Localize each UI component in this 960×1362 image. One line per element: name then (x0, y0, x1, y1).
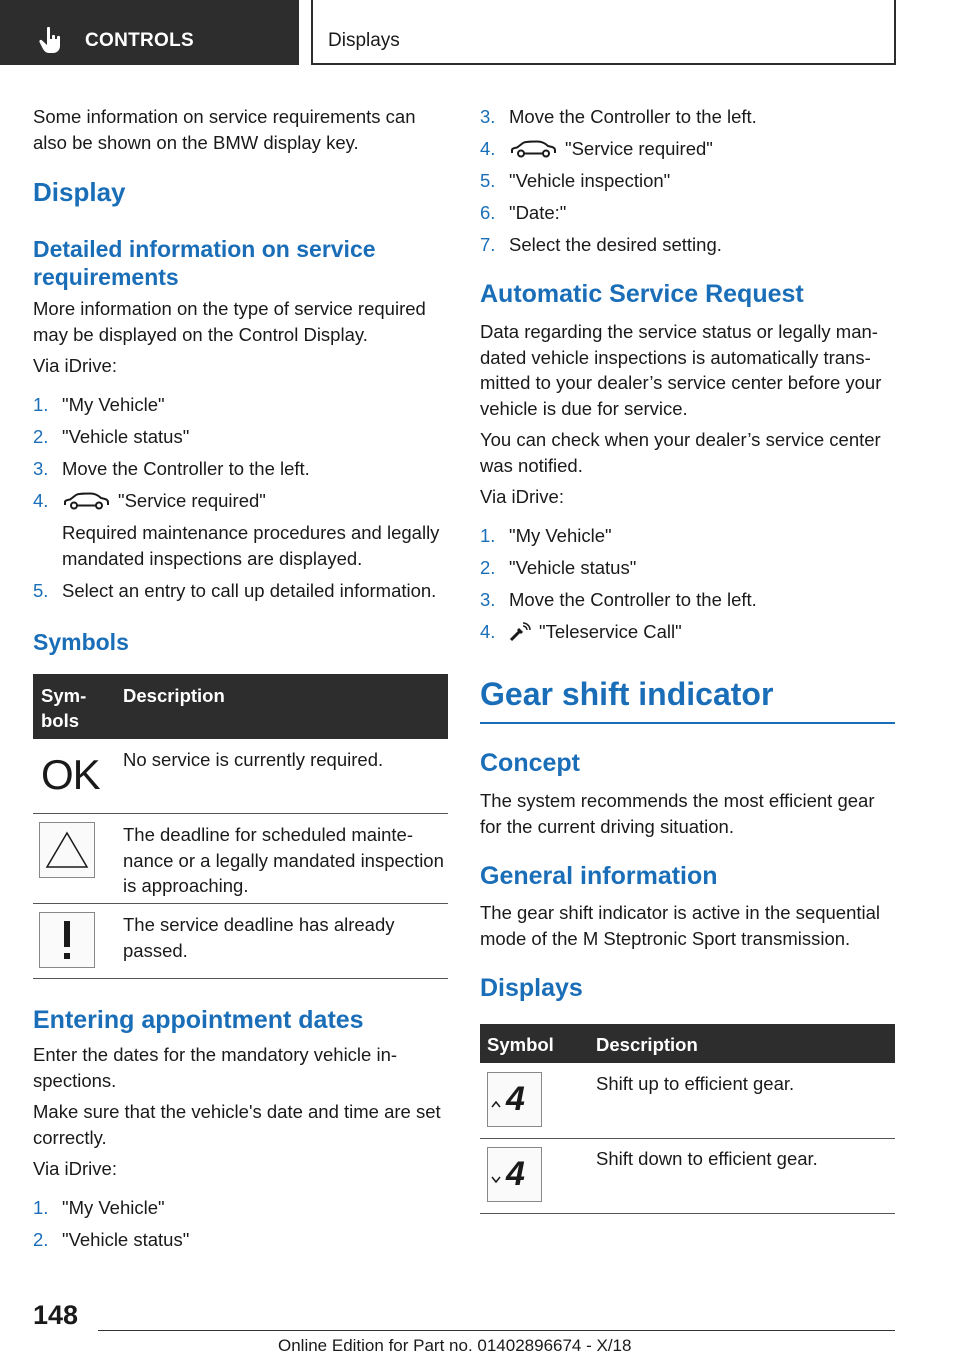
table-cell-desc: The deadline for scheduled maintenance or a legally mandated inspection is approaching. (123, 824, 444, 896)
list-text: Select an entry to call up detailed information. (62, 580, 437, 601)
gear-shift-heading: Gear shift indicator (480, 676, 774, 712)
table-cell-desc: Shift up to efficient gear. (596, 1073, 795, 1094)
page-number: 148 (33, 1300, 79, 1330)
list-text: Select the desired setting. (509, 234, 722, 255)
table-cell-desc: The service deadline has already passed. (123, 914, 395, 961)
list-text: Move the Controller to the left. (509, 589, 757, 610)
intro-paragraph: Some information on service requirements can also be shown on the BMW display key. (33, 106, 416, 153)
via-idrive-label: Via iDrive: (33, 1158, 117, 1179)
step4-note: Required maintenance procedures and legally mandated inspections are displayed. (62, 522, 440, 569)
list-number: 3. (33, 458, 49, 479)
list-text: "My Vehicle" (62, 394, 165, 415)
row-divider (33, 903, 448, 904)
via-idrive-label: Via iDrive: (33, 355, 117, 376)
shift-up-icon (487, 1072, 542, 1127)
list-number: 6. (480, 202, 496, 223)
warning-triangle-icon (39, 822, 95, 878)
asr-heading: Automatic Service Request (480, 280, 804, 308)
general-info-paragraph: The gear shift indicator is active in the sequential mode of the M Steptronic Sport transmission. (480, 902, 881, 949)
list-text: "Vehicle status" (62, 426, 190, 447)
car-icon (509, 140, 557, 158)
hand-pointer-icon (38, 26, 64, 54)
symbols-heading: Symbols (33, 629, 129, 655)
list-number: 5. (480, 170, 496, 191)
concept-paragraph: The system recommends the most efficient gear for the current driving situation. (480, 790, 875, 837)
list-text: "Teleservice Call" (539, 621, 682, 642)
list-text: "Vehicle status" (62, 1229, 190, 1250)
detailed-paragraph: More information on the type of service required may be displayed on the Control Display. (33, 298, 426, 345)
list-number: 3. (480, 589, 496, 610)
row-divider (33, 978, 448, 979)
gear-number: 4 (506, 1080, 525, 1118)
section-title: CONTROLS (85, 30, 195, 51)
list-number: 4. (480, 621, 496, 642)
row-divider (480, 1213, 895, 1214)
section-tab (0, 0, 299, 65)
teleservice-wrench-icon (509, 622, 531, 642)
row-divider (33, 813, 448, 814)
footer-rule (98, 1330, 895, 1331)
symbols-table-header (33, 674, 448, 739)
edition-text: Online Edition for Part no. 01402896674 - X/18 (278, 1336, 632, 1355)
list-text: "Service required" (118, 490, 266, 511)
list-number: 1. (33, 394, 49, 415)
appointment-paragraph-2: Make sure that the vehicle's date and time are set correctly. (33, 1101, 441, 1148)
list-text: "My Vehicle" (62, 1197, 165, 1218)
list-text-with-icon (509, 136, 897, 162)
list-text: "Date:" (509, 202, 567, 223)
asr-paragraph-1: Data regarding the service status or legally mandated vehicle inspections is automatically transmitted to your dealer’s service center before your vehicle is due for service. (480, 321, 882, 419)
concept-heading: Concept (480, 749, 580, 777)
subsection-title: Displays (328, 30, 400, 51)
asr-paragraph-2: You can check when your dealer’s service center was notified. (480, 429, 881, 476)
display-heading: Display (33, 177, 126, 207)
heading-underline (480, 722, 895, 724)
list-text: "Vehicle inspection" (509, 170, 671, 191)
displays-table-header (480, 1024, 895, 1063)
list-number: 3. (480, 106, 496, 127)
list-number: 4. (33, 490, 49, 511)
list-number: 4. (480, 138, 496, 159)
car-icon (62, 492, 110, 510)
list-text: "My Vehicle" (509, 525, 612, 546)
displays-heading: Displays (480, 974, 583, 1002)
list-text: Move the Controller to the left. (509, 106, 757, 127)
list-number: 5. (33, 580, 49, 601)
col-description: Description (596, 1034, 698, 1055)
via-idrive-label: Via iDrive: (480, 486, 564, 507)
list-number: 2. (33, 426, 49, 447)
gear-number: 4 (506, 1155, 525, 1193)
ok-symbol: OK (41, 751, 100, 798)
table-cell-desc: Shift down to efficient gear. (596, 1148, 818, 1169)
appointment-heading: Entering appointment dates (33, 1006, 364, 1034)
list-text: "Vehicle status" (509, 557, 637, 578)
list-number: 7. (480, 234, 496, 255)
col-description: Description (123, 685, 225, 706)
col-symbol: Symbol (487, 1034, 554, 1055)
row-divider (480, 1138, 895, 1139)
exclamation-icon (39, 912, 95, 968)
list-number: 2. (33, 1229, 49, 1250)
subsection-tab (311, 0, 896, 65)
table-cell-desc: No service is currently required. (123, 749, 384, 770)
list-text-with-icon (62, 488, 450, 514)
list-number: 1. (33, 1197, 49, 1218)
appointment-paragraph-1: Enter the dates for the mandatory vehicle inspections. (33, 1044, 398, 1091)
detailed-heading: Detailed information on service requirements (33, 236, 376, 290)
list-text: Move the Controller to the left. (62, 458, 310, 479)
list-text: "Service required" (565, 138, 713, 159)
list-number: 2. (480, 557, 496, 578)
list-number: 1. (480, 525, 496, 546)
col-symbols: Symbols (41, 685, 87, 731)
general-info-heading: General information (480, 862, 718, 890)
shift-down-icon (487, 1147, 542, 1202)
list-text-with-icon (509, 619, 897, 645)
